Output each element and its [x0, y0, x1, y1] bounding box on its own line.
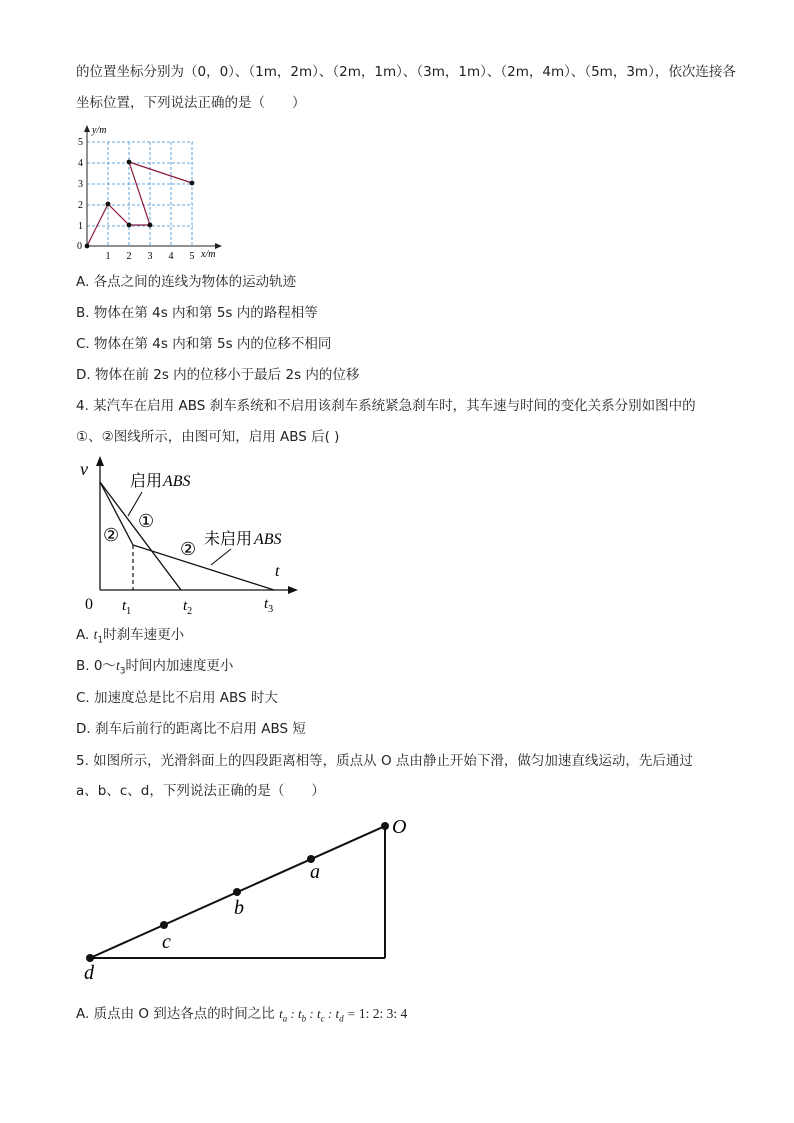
- q3-xtick-5: 5: [189, 251, 195, 262]
- q5-label-c: c: [162, 931, 171, 953]
- q4-option-b-text: 时间内加速度更小: [125, 658, 234, 674]
- q4-option-a: [76, 626, 184, 650]
- q5-incline-diagram: [76, 812, 436, 992]
- q3-point-3: [148, 223, 153, 228]
- q3-point-0: [85, 244, 90, 249]
- q3-option-c: C. 物体在第 4s 内和第 5s 内的位移不相同: [76, 336, 332, 352]
- q4-t-label: t: [275, 563, 280, 580]
- q4-stem-line2: ①、②图线所示，由图可知，启用 ABS 后( ): [76, 429, 340, 445]
- q4-circle1: ①: [138, 511, 155, 531]
- q4-option-a-prefix: A.: [76, 627, 94, 643]
- q3-point-1: [106, 202, 111, 207]
- q4-label-abs-cn: 启用: [130, 473, 163, 490]
- q4-option-d: D. 刹车后前行的距离比不启用 ABS 短: [76, 721, 306, 737]
- q4-t-arrow: [288, 586, 298, 594]
- q4-option-a-sub: 1: [97, 635, 104, 646]
- q4-label-abs: ABS: [163, 473, 191, 490]
- q3-option-a: A. 各点之间的连线为物体的运动轨迹: [76, 274, 297, 290]
- q3-trajectory-line: [87, 162, 192, 246]
- q5-option-a: [76, 1005, 407, 1028]
- q3-xtick-4: 4: [168, 251, 174, 262]
- q3-axes: [87, 128, 219, 246]
- q3-ytick-3: 3: [78, 179, 83, 190]
- q3-stem-line1: 的位置坐标分别为（0，0）、（1m，2m）、（2m，1m）、（3m，1m）、（2m，4m）、（5m，3m），依次连接各: [76, 64, 736, 80]
- q5-option-a-ratio: $t_a$ : $t_b$ : $t_c$ : $t_d$ =: [279, 1006, 359, 1024]
- q3-xtick-3: 3: [147, 251, 153, 262]
- q5-label-o: O: [392, 816, 407, 838]
- q5-label-b: b: [234, 897, 244, 919]
- q3-position-graph: [74, 124, 234, 264]
- q5-option-a-text: A. 质点由 O 到达各点的时间之比: [76, 1006, 275, 1022]
- q5-point-b: [233, 888, 241, 896]
- q4-option-a-var: t: [93, 627, 98, 642]
- q5-point-o: [381, 822, 389, 830]
- q3-ytick-5: 5: [78, 137, 83, 148]
- q4-option-b: [76, 657, 233, 681]
- q3-xtick-1: 1: [105, 251, 111, 262]
- q4-label-noabs-cn: 未启用: [204, 531, 253, 548]
- q3-point-4: [127, 160, 132, 165]
- q5-option-a-formula: 1: 2: 3: 4: [358, 1006, 408, 1021]
- q3-xticks: [106, 251, 195, 262]
- q4-tick-t2: $t_2$: [183, 598, 193, 615]
- q4-v-label: v: [80, 459, 88, 479]
- q5-point-c: [160, 921, 168, 929]
- q4-option-a-text: 时刹车速更小: [103, 627, 185, 643]
- q5-label-d: d: [84, 962, 94, 984]
- q3-ytick-4: 4: [78, 158, 83, 169]
- q3-y-arrow: [84, 125, 90, 132]
- q4-v-arrow: [96, 456, 104, 466]
- q3-point-2: [127, 223, 132, 228]
- q4-tick-t1: $t_1$: [122, 598, 132, 615]
- q5-label-a: a: [310, 861, 320, 883]
- q4-circle2-left: ②: [103, 525, 120, 545]
- q3-stem-line2: 坐标位置，下列说法正确的是（ ）: [76, 95, 306, 111]
- q4-origin: 0: [85, 596, 93, 613]
- q3-yticks: [78, 137, 83, 232]
- q4-option-c: C. 加速度总是比不启用 ABS 时大: [76, 690, 278, 706]
- q4-pointer-noabs: [211, 549, 231, 565]
- q3-path-layer: [85, 160, 195, 249]
- q4-option-b-sub: 3: [119, 666, 126, 677]
- q4-velocity-graph: [76, 455, 306, 615]
- q5-stem-line1: 5. 如图所示，光滑斜面上的四段距离相等，质点从 O 点由静止开始下滑，做匀加速直线运动，先后通过: [76, 753, 693, 769]
- q4-option-b-var: t: [115, 658, 120, 673]
- q3-option-d: D. 物体在前 2s 内的位移小于最后 2s 内的位移: [76, 367, 360, 383]
- q4-option-b-prefix: B. 0～: [76, 658, 116, 674]
- q3-option-b: B. 物体在第 4s 内和第 5s 内的路程相等: [76, 305, 318, 321]
- q3-ytick-1: 1: [78, 221, 83, 232]
- q5-stem-line2: a、b、c、d，下列说法正确的是（ ）: [76, 783, 325, 799]
- q3-origin: 0: [77, 241, 82, 252]
- q3-x-arrow: [215, 243, 222, 249]
- q3-ylabel: y/m: [92, 125, 107, 136]
- q4-stem-line1: 4. 某汽车在启用 ABS 刹车系统和不启用该刹车系统紧急刹车时，其车速与时间的变化关系分别如图中的: [76, 398, 696, 414]
- q3-xlabel: x/m: [201, 249, 216, 260]
- q3-xtick-2: 2: [126, 251, 132, 262]
- q4-label-noabs: ABS: [254, 531, 282, 548]
- q3-point-5: [190, 181, 195, 186]
- q4-circle2-right: ②: [180, 539, 197, 559]
- q4-tick-t3: $t_3$: [264, 596, 274, 615]
- q5-point-d: [86, 954, 94, 962]
- q3-ytick-2: 2: [78, 200, 83, 211]
